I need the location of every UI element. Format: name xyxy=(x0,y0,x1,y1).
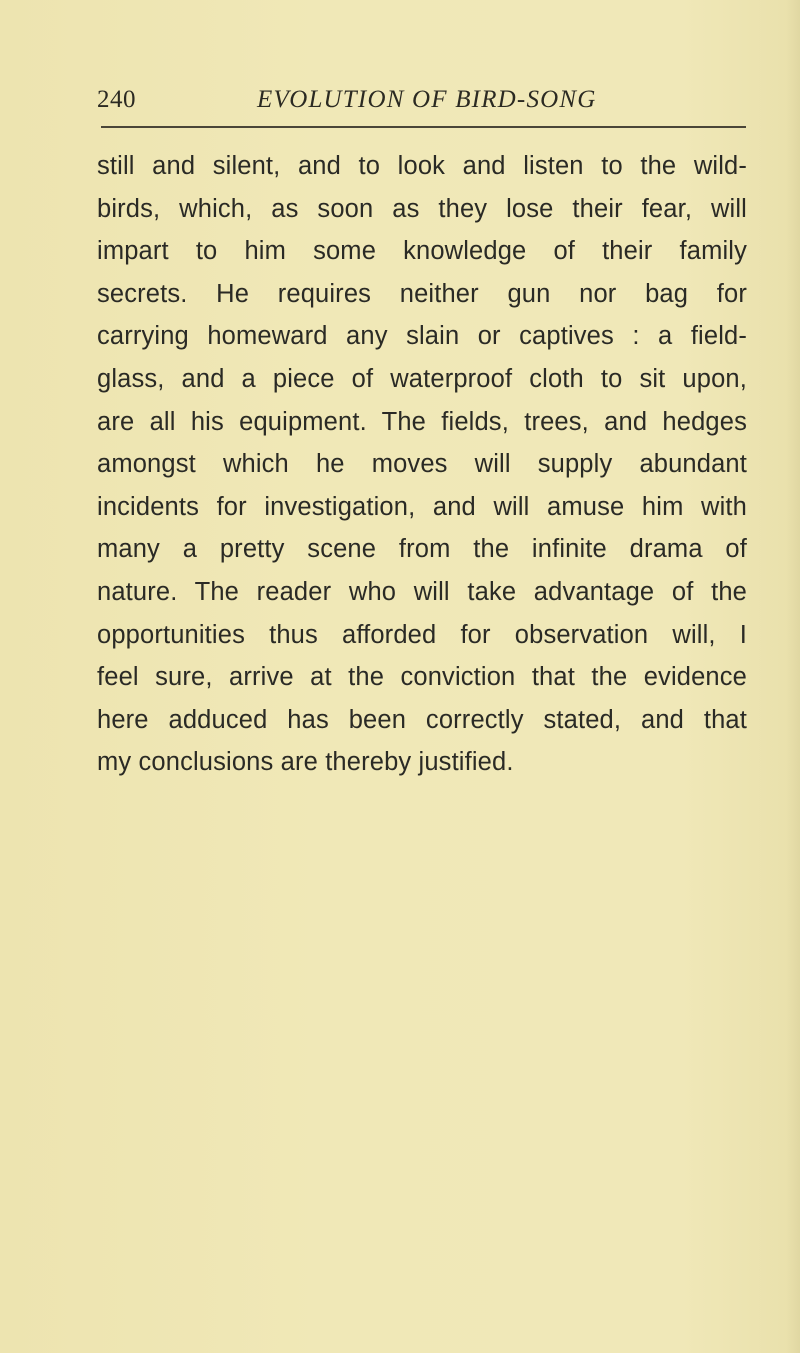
text-line: opportunities thus afforded for observation will, I xyxy=(97,620,747,649)
text-line: glass, and a piece of waterproof cloth to sit upon, xyxy=(97,364,747,393)
header-rule xyxy=(101,126,746,128)
text-line: are all his equipment. The fields, trees, and hedges xyxy=(97,407,747,436)
page-edge-shadow xyxy=(786,0,800,1353)
body-paragraph xyxy=(97,145,747,784)
text-line: here adduced has been correctly stated, and that xyxy=(97,705,747,734)
text-line: secrets. He requires neither gun nor bag for xyxy=(97,279,747,308)
page-header xyxy=(97,84,747,120)
page-number: 240 xyxy=(97,86,136,113)
text-line: impart to him some knowledge of their family xyxy=(97,237,747,266)
text-line: birds, which, as soon as they lose their fear, will xyxy=(97,194,747,223)
text-line-last: my conclusions are thereby justified. xyxy=(97,748,514,777)
text-line: nature. The reader who will take advantage of the xyxy=(97,577,747,606)
text-line: still and silent, and to look and listen to the wild- xyxy=(97,152,747,180)
text-line: carrying homeward any slain or captives : a field- xyxy=(97,322,747,351)
running-head: EVOLUTION OF BIRD-SONG xyxy=(257,86,597,113)
text-line: amongst which he moves will supply abundant xyxy=(97,450,747,479)
text-line: incidents for investigation, and will amuse him with xyxy=(97,492,747,521)
text-line: many a pretty scene from the infinite drama of xyxy=(97,535,747,564)
text-line: feel sure, arrive at the conviction that the evidence xyxy=(97,663,747,692)
